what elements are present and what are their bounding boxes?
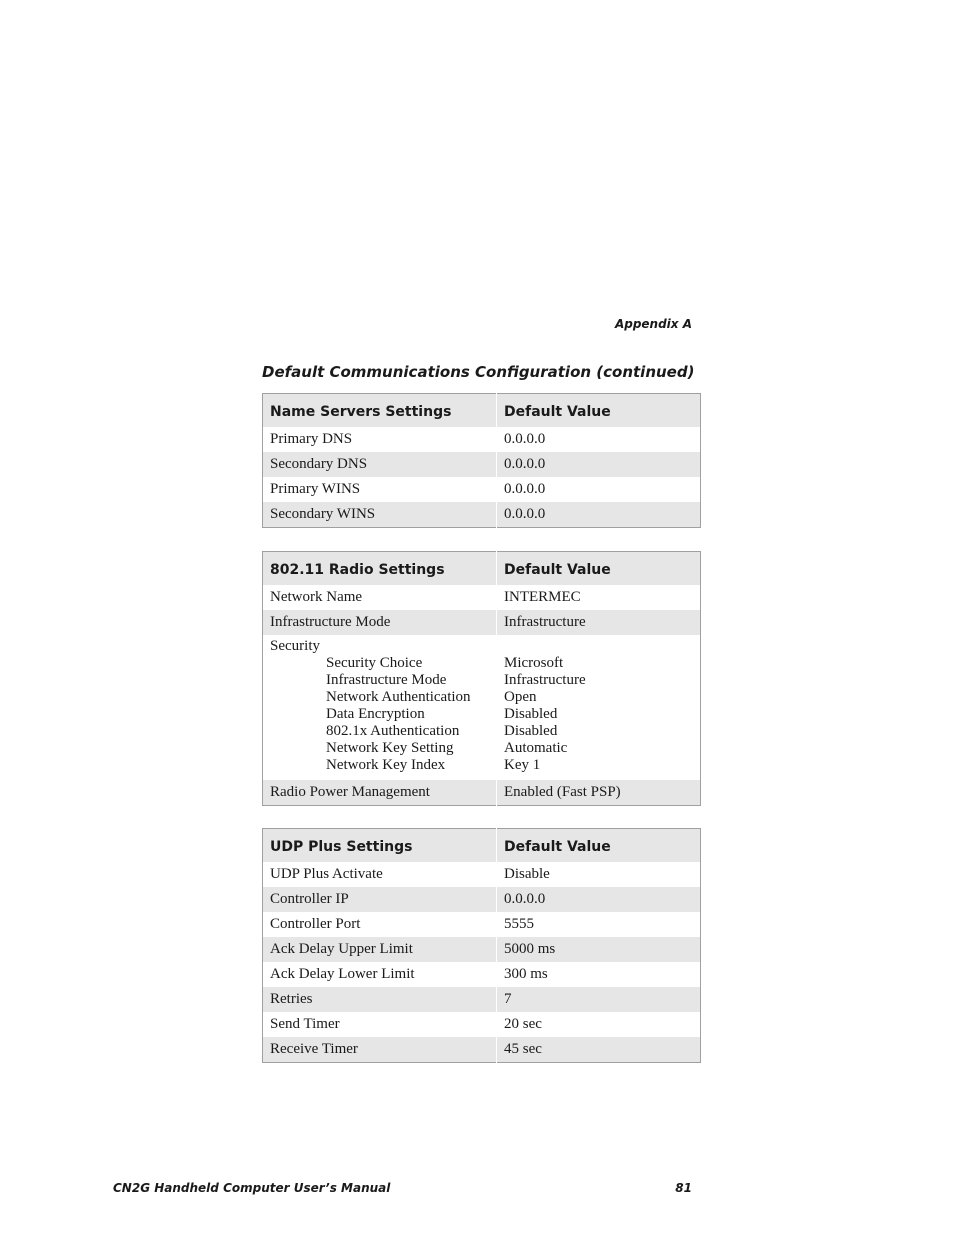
value-cell: 5000 ms	[497, 937, 701, 962]
setting-cell: Retries	[263, 987, 497, 1012]
table-row	[263, 1012, 701, 1037]
setting-cell: Receive Timer	[263, 1037, 497, 1063]
security-value: Disabled	[504, 723, 558, 739]
value-cell: 300 ms	[497, 962, 701, 987]
security-item: Network Authentication	[326, 689, 471, 705]
value-cell: 0.0.0.0	[497, 452, 701, 477]
security-value: Automatic	[504, 740, 568, 756]
table-row	[263, 962, 701, 987]
setting-cell: Secondary WINS	[263, 502, 497, 528]
table-row	[263, 427, 701, 452]
table-row	[263, 477, 701, 502]
security-item: Network Key Index	[326, 757, 446, 773]
column-header-setting: Name Servers Settings	[263, 394, 497, 428]
security-item: Infrastructure Mode	[326, 672, 447, 688]
table-row	[263, 862, 701, 887]
security-item: Security Choice	[326, 655, 423, 671]
setting-cell: Primary DNS	[263, 427, 497, 452]
setting-cell: Ack Delay Lower Limit	[263, 962, 497, 987]
column-header-setting: 802.11 Radio Settings	[263, 552, 497, 586]
table-header-row	[263, 552, 701, 586]
setting-cell: Radio Power Management	[263, 780, 497, 806]
table-row	[263, 887, 701, 912]
value-cell: Disable	[497, 862, 701, 887]
security-label: Security	[270, 638, 320, 654]
setting-cell: Send Timer	[263, 1012, 497, 1037]
udp-plus-table	[262, 828, 701, 1063]
value-cell: Infrastructure	[497, 610, 701, 635]
security-settings-cell	[263, 635, 497, 780]
table-row	[263, 1037, 701, 1063]
security-value: Key 1	[504, 757, 541, 773]
table-row	[263, 502, 701, 528]
column-header-setting: UDP Plus Settings	[263, 829, 497, 863]
setting-cell: UDP Plus Activate	[263, 862, 497, 887]
security-value: Infrastructure	[504, 672, 586, 688]
security-spacer	[504, 638, 700, 655]
setting-cell: Ack Delay Upper Limit	[263, 937, 497, 962]
footer-manual-title: CN2G Handheld Computer User’s Manual	[113, 1181, 391, 1195]
table-row	[263, 610, 701, 635]
security-item: Network Key Setting	[326, 740, 454, 756]
table-header-row	[263, 829, 701, 863]
setting-cell: Infrastructure Mode	[263, 610, 497, 635]
section-title: Default Communications Configuration (continued)	[262, 363, 695, 381]
value-cell: 20 sec	[497, 1012, 701, 1037]
value-cell: 0.0.0.0	[497, 887, 701, 912]
radio-settings-table	[262, 551, 701, 806]
value-cell: 5555	[497, 912, 701, 937]
footer-page-number: 81	[675, 1181, 692, 1195]
table-row	[263, 780, 701, 806]
name-servers-table	[262, 393, 701, 528]
security-row	[263, 635, 701, 780]
setting-cell: Controller IP	[263, 887, 497, 912]
table-row	[263, 585, 701, 610]
setting-cell: Network Name	[263, 585, 497, 610]
setting-cell: Secondary DNS	[263, 452, 497, 477]
column-header-default: Default Value	[497, 552, 701, 586]
table-row	[263, 937, 701, 962]
column-header-default: Default Value	[497, 829, 701, 863]
value-cell: 45 sec	[497, 1037, 701, 1063]
table-row	[263, 452, 701, 477]
security-item: 802.1x Authentication	[326, 723, 460, 739]
value-cell: 0.0.0.0	[497, 502, 701, 528]
value-cell: Enabled (Fast PSP)	[497, 780, 701, 806]
table-header-row	[263, 394, 701, 428]
security-value: Microsoft	[504, 655, 564, 671]
table-row	[263, 912, 701, 937]
table-row	[263, 987, 701, 1012]
security-values-cell	[497, 635, 701, 780]
value-cell: 7	[497, 987, 701, 1012]
running-head: Appendix A	[614, 317, 692, 331]
security-value: Disabled	[504, 706, 558, 722]
security-value: Open	[504, 689, 537, 705]
value-cell: 0.0.0.0	[497, 427, 701, 452]
column-header-default: Default Value	[497, 394, 701, 428]
setting-cell: Primary WINS	[263, 477, 497, 502]
value-cell: 0.0.0.0	[497, 477, 701, 502]
security-item: Data Encryption	[326, 706, 425, 722]
value-cell: INTERMEC	[497, 585, 701, 610]
setting-cell: Controller Port	[263, 912, 497, 937]
